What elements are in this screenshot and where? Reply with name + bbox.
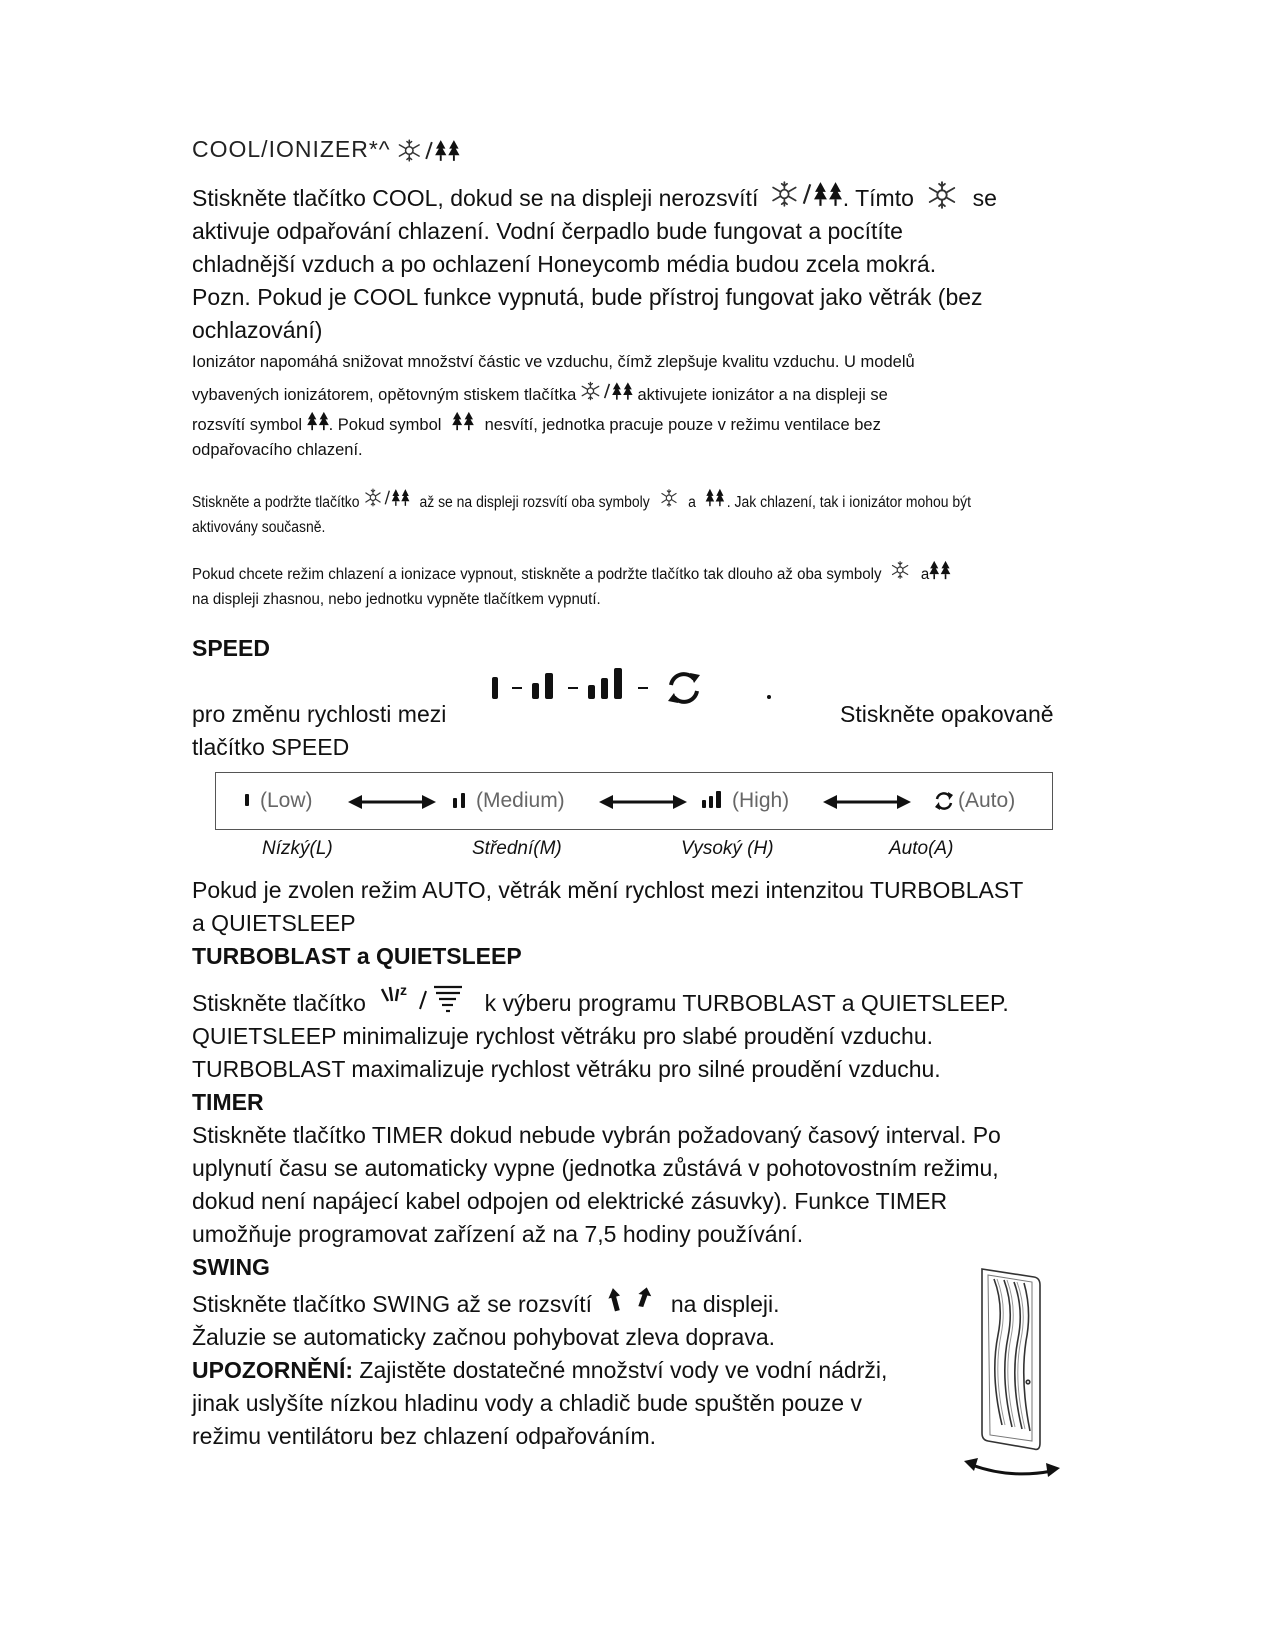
both-off-text-1a: Pokud chcete režim chlazení a ionizace vypnout, stiskněte a podržte tlačítko tak dlouho až oba symboly (192, 566, 882, 583)
both-off-line-1 (192, 562, 951, 588)
timer-line-1: Stiskněte tlačítko TIMER dokud nebude vybrán požadovaný časový interval. Po (192, 1122, 1001, 1148)
cool-line-5: ochlazování) (192, 317, 323, 343)
swing-line-5: režimu ventilátoru bez chlazení odpařováním. (192, 1423, 657, 1449)
auto-mode-line-2: a QUIETSLEEP (192, 910, 356, 936)
cool-text-1a: Stiskněte tlačítko COOL, dokud se na displeji nerozsvítí (192, 185, 759, 211)
timer-line-4: umožňuje programovat zařízení až na 7,5 hodiny používání. (192, 1221, 804, 1247)
both-on-line-2: aktivovány současně. (192, 519, 326, 536)
swing-line-2: Žaluzie se automaticky začnou pohybovat zleva doprava. (192, 1324, 775, 1350)
both-on-text-1c: a (688, 494, 696, 511)
ionizer-line-4: odpařovacího chlazení. (192, 441, 363, 459)
cool-ionizer-icon (771, 180, 843, 208)
speed-line-1b: Stiskněte opakovaně (840, 701, 1054, 727)
speed-sequence-graphic (488, 665, 808, 715)
ionizer-line-2 (192, 380, 888, 410)
ionizer-text-3a: rozsvítí symbol (192, 416, 303, 434)
swing-text-1b: na displeji. (670, 1291, 780, 1317)
both-on-text-1b: až se na displeji rozsvítí oba symboly (419, 494, 650, 511)
both-off-line-2: na displeji zhasnou, nebo jednotku vypněte tlačítkem vypnutí. (192, 591, 601, 608)
auto-label: (Auto) (958, 789, 1016, 812)
double-arrow-icon (348, 792, 436, 812)
speed-heading: SPEED (192, 635, 270, 661)
high-speed-icon (700, 790, 726, 812)
ionizer-line-1: Ionizátor napomáhá snižovat množství částic ve vzduchu, čímž zlepšuje kvalitu vzduchu. U modelů (192, 353, 915, 371)
turbo-line-1 (192, 981, 1009, 1020)
snowflake-icon (661, 489, 677, 507)
ionizer-trees-icon (307, 411, 329, 431)
swing-text-1a: Stiskněte tlačítko SWING až se rozsvítí (192, 1291, 593, 1317)
warning-text: Zajistěte dostatečné množství vody ve vodní nádrži, (359, 1357, 888, 1383)
ionizer-trees-icon (452, 411, 474, 431)
cool-line-1 (192, 182, 1052, 215)
low-speed-icon (243, 790, 253, 812)
timer-heading: TIMER (192, 1089, 264, 1115)
louver-swing-illustration (960, 1265, 1070, 1485)
ionizer-trees-icon (705, 488, 725, 507)
snowflake-icon (928, 181, 956, 209)
label-medium: Střední(M) (472, 838, 562, 859)
auto-mode-line-1: Pokud je zvolen režim AUTO, větrák mění rychlost mezi intenzitou TURBOBLAST (192, 877, 1024, 903)
both-on-text-1a: Stiskněte a podržte tlačítko (192, 494, 360, 511)
swing-heading: SWING (192, 1254, 270, 1280)
ionizer-text-3c: nesvítí, jednotka pracuje pouze v režimu ventilace bez (484, 416, 881, 434)
both-off-text-1b: a (920, 566, 930, 583)
quietsleep-turboblast-icon (376, 981, 468, 1015)
turbo-text-1b: k výberu programu TURBOBLAST a QUIETSLEEP. (484, 990, 1009, 1016)
label-auto: Auto(A) (889, 838, 954, 859)
ionizer-text-2b: aktivujete ionizátor a na displeji se (637, 386, 888, 404)
ionizer-text-3b: . Pokud symbol (328, 416, 442, 434)
ionizer-text-2a: vybavených ionizátorem, opětovným stiskem tlačítka (192, 386, 577, 404)
medium-label: (Medium) (476, 789, 565, 812)
cool-ionizer-icon (365, 487, 410, 508)
speed-line-1a: pro změnu rychlosti mezi (192, 701, 447, 727)
cool-ionizer-icon (398, 138, 460, 163)
ionizer-trees-icon (929, 560, 950, 580)
both-on-text-1d: . Jak chlazení, tak i ionizátor mohou být (726, 494, 972, 511)
speed-cycle-box (215, 772, 1053, 830)
snowflake-icon (891, 561, 908, 579)
turbo-line-3: TURBOBLAST maximalizuje rychlost větráku pro silné proudění vzduchu. (192, 1056, 941, 1082)
cool-line-4: Pozn. Pokud je COOL funkce vypnutá, bude přístroj fungovat jako větrák (bez (192, 284, 983, 310)
medium-speed-icon (451, 790, 471, 812)
timer-line-3: dokud není napájecí kabel odpojen od elektrické zásuvky). Funkce TIMER (192, 1188, 948, 1214)
high-label: (High) (732, 789, 790, 812)
low-label: (Low) (260, 789, 313, 812)
swing-arrows-icon (606, 1285, 656, 1313)
cool-ionizer-icon (581, 380, 633, 402)
label-low: Nízký(L) (262, 838, 333, 859)
section-title-cool-ionizer (192, 136, 460, 163)
turbo-line-2: QUIETSLEEP minimalizuje rychlost větráku pro slabé proudění vzduchu. (192, 1023, 934, 1049)
auto-speed-icon (932, 789, 956, 813)
swing-line-1 (192, 1288, 780, 1321)
label-high: Vysoký (H) (681, 838, 774, 859)
turbo-heading: TURBOBLAST a QUIETSLEEP (192, 943, 522, 969)
cool-text-1b: . Tímto (842, 185, 914, 211)
svg-text:z: z (400, 981, 408, 998)
swing-warning-line (192, 1354, 887, 1387)
double-arrow-icon (599, 792, 687, 812)
speed-line-2: tlačítko SPEED (192, 734, 350, 760)
double-arrow-icon (823, 792, 911, 812)
cool-line-3: chladnější vzduch a po ochlazení Honeycomb média budou zcela mokrá. (192, 251, 937, 277)
both-on-line-1 (192, 490, 971, 516)
warning-label: UPOZORNĚNÍ: (192, 1357, 353, 1383)
cool-text-1c: se (972, 185, 997, 211)
cool-line-2: aktivuje odpařování chlazení. Vodní čerpadlo bude fungovat a pocítíte (192, 218, 903, 244)
turbo-text-1a: Stiskněte tlačítko (192, 990, 366, 1016)
swing-line-4: jinak uslyšíte nízkou hladinu vody a chladič bude spuštěn pouze v (192, 1390, 862, 1416)
title-text: COOL/IONIZER*^ (192, 136, 391, 162)
timer-line-2: uplynutí času se automaticky vypne (jednotka zůstává v pohotovostním režimu, (192, 1155, 999, 1181)
